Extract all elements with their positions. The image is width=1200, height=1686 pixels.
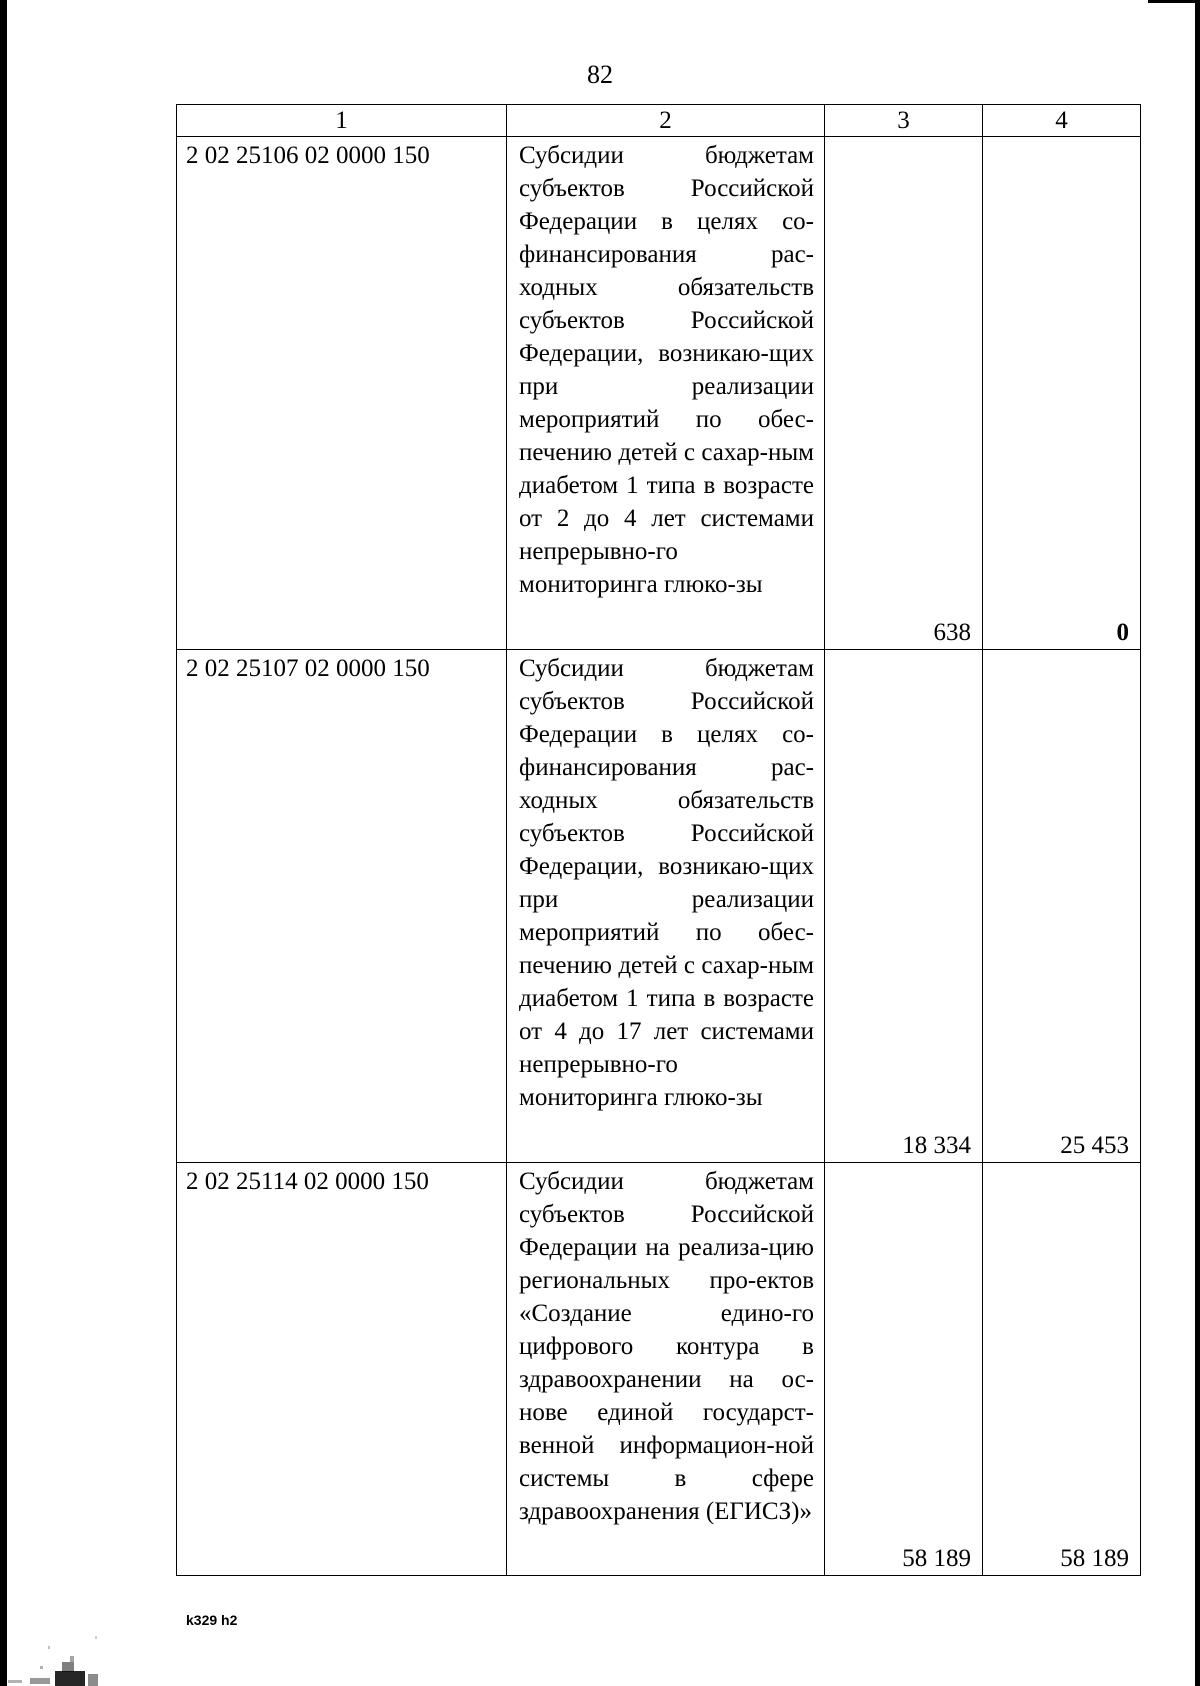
value-col4-cell: 0 xyxy=(983,137,1141,650)
value-col3-cell: 18 334 xyxy=(825,650,983,1163)
column-header-3: 3 xyxy=(825,105,983,137)
column-header-1: 1 xyxy=(177,105,507,137)
scan-right-edge xyxy=(1195,0,1200,1686)
scan-left-edge xyxy=(0,0,7,1686)
scan-artifact xyxy=(0,1616,120,1686)
value-col3-cell: 638 xyxy=(825,137,983,650)
page-number: 82 xyxy=(587,60,613,89)
column-header-2: 2 xyxy=(507,105,825,137)
budget-code-cell: 2 02 25114 02 0000 150 xyxy=(177,1163,507,1576)
table-row xyxy=(177,650,1141,1163)
document-footer-code: k329 h2 xyxy=(186,1612,238,1628)
value-col3-cell: 58 189 xyxy=(825,1163,983,1576)
scan-corner-mark xyxy=(1148,0,1200,3)
budget-code-cell: 2 02 25107 02 0000 150 xyxy=(177,650,507,1163)
value-col4-cell: 25 453 xyxy=(983,650,1141,1163)
budget-table xyxy=(176,104,1141,1576)
value-col4-cell: 58 189 xyxy=(983,1163,1141,1576)
table-row xyxy=(177,1163,1141,1576)
description-cell: Субсидии бюджетам субъектов Российской Федерации на реализа-цию региональных про-ектов «Создание едино-го цифрового контура в здравоохранении на ос-нове единой государст-венной информацион-ной системы в сфере здравоохранения (ЕГИСЗ)» xyxy=(507,1163,825,1576)
budget-code-cell: 2 02 25106 02 0000 150 xyxy=(177,137,507,650)
table-row xyxy=(177,137,1141,650)
description-cell: Субсидии бюджетам субъектов Российской Федерации в целях со-финансирования рас-ходных обязательств субъектов Российской Федерации, возникаю-щих при реализации мероприятий по обес-печению детей с сахар-ным диабетом 1 типа в возрасте от 2 до 4 лет системами непрерывно-го мониторинга глюко-зы xyxy=(507,137,825,650)
column-header-4: 4 xyxy=(983,105,1141,137)
description-cell: Субсидии бюджетам субъектов Российской Федерации в целях со-финансирования рас-ходных обязательств субъектов Российской Федерации, возникаю-щих при реализации мероприятий по обес-печению детей с сахар-ным диабетом 1 типа в возрасте от 4 до 17 лет системами непрерывно-го мониторинга глюко-зы xyxy=(507,650,825,1163)
table-header-row xyxy=(177,105,1141,137)
